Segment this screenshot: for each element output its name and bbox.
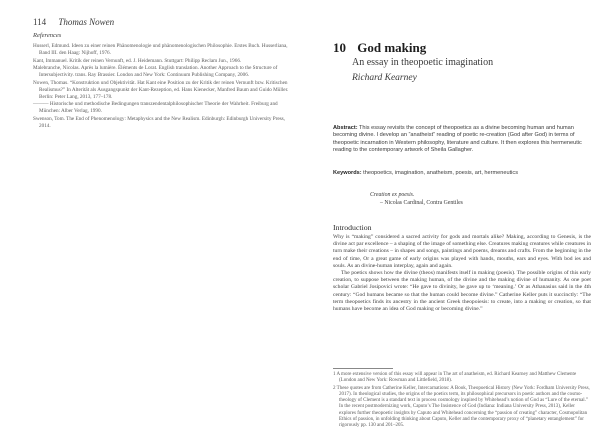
footnote: 1 A more extensive version of this essay will appear in The art of anatheism, ed. Richard Kearney and Matthew Clemente (London and New York: Rowman and Littlefield, 2018). <box>333 372 577 384</box>
reference-item: Nowen, Thomas. “Konstruktion und Objektivität. Hat Kant eine Position zu der Kritik der reinen Vernunft bzw. Kritischen Realismus?” In Alterität als Ausgangspunkt der Kant-Rezeption, ed. Hans Kienecker, Manfred Baum and Guido Müller. Berlin: Peter Lang, 2013, 177–178. <box>33 79 289 100</box>
body-paragraph: The poetics shows how the divine (theos) manifests itself in making (poesis). The possible origins of this early creation, to suppose between the making human, of the divine and the making divine of humanity. As one poet scholar Gabriel Josipovici wrote: “He gave to divinity, he gave up to ‘meaning.’ Or as Athanasius said in the 4th century: “God humans became so that the human could become divine.” Catherine Keller puts it succinctly: “The term theopoetics finds its ancestry in the ancient Greek theopoiesis: to create, into a making or creation, so that humans have become an idea of God making or becoming divine.” <box>333 270 591 313</box>
epigraph: Creation ex poesis. <box>370 192 415 198</box>
chapter-subtitle: An essay in theopoetic imagination <box>352 57 494 68</box>
chapter-title-text: God making <box>357 40 427 55</box>
keywords-label: Keywords: <box>333 170 362 176</box>
chapter-title <box>333 40 426 56</box>
epigraph-attribution: – Nicolas Cardinal, Contra Gentiles <box>380 200 463 206</box>
section-heading: Introduction <box>333 223 372 232</box>
footnote-rule <box>333 368 393 369</box>
footnote: 2 These quotes are from Catherine Keller, Intercarnations: A Book, Theopoetical History (New York: Fordham University Press, 2017). In theological studies, the origins of the poetics term, its philosophical precursors in poetic authors and the cosmo-theology of Clement is a standard text in process cosmology inspired by Whitehead’s notion of God as “Lure of the eternal.” In the recent postmodernizing work, Caputo’s The Insistence of God (Indiana: Indiana University Press, 2013), Keller explores further theopoetic insights by Caputo and Whitehead concerning the “passion of creating” character, Cosmopolitan Ethics of passion, in unfolding thinking about Caputo, Keller and the contemporary proxy of “planetary entanglement” for rigorously pp. 130 and 201–205. <box>333 385 590 429</box>
reference-item: ——— Historische und methodische Bedingungen transzendentalphilosophischer Theorie der Wahrheit. Freiburg and München: Alber Verlag, 1990. <box>33 101 278 115</box>
abstract <box>333 125 591 155</box>
page-number: 114 <box>33 17 47 27</box>
reference-item: Swenson, Tom. The End of Phenomenology: Metaphysics and the New Realism. Edinburgh: Edinburgh University Press, 2014. <box>33 115 285 129</box>
body-text <box>333 234 591 313</box>
chapter-author: Richard Kearney <box>352 73 417 83</box>
chapter-number: 10 <box>333 40 346 55</box>
abstract-label: Abstract: <box>333 125 358 131</box>
right-page <box>300 0 600 429</box>
reference-item: Malebranche, Nicolas. Après la lumière. Éléments de Lorat. English translation. Another Approach to the Structure of Intersubjectivity. trans. Ray Brassier. London and New York: Continuum Publishing Company, 2006. <box>33 65 278 79</box>
reference-item: Husserl, Edmund. Ideen zu einer reinen Phänomenologie und phänomenologischen Philosophie. Erstes Buch. Husserliana, Band III. den Haag: Nijhoff, 1976. <box>33 43 288 56</box>
reference-list <box>33 43 295 131</box>
references-heading: References <box>33 32 62 39</box>
running-head-author: Thomas Nowen <box>58 17 115 27</box>
body-paragraph: Why is “making” considered a sacred activity for gods and mortals alike? Making, according to Genesis, is the divine act par excellence – a shaping of the image of something else. Creatures making creatures while creatures in turn make their creations – in shapes and songs, paintings and poems, dreams and crafts. From the beginning in the end of time, Or a great game of early origins was played with hands, mouths, ears and eyes. With bod ies and souls. As an divine-human interplay, again and again. <box>333 234 591 269</box>
reference-item: Kant, Immanuel. Kritik der reinen Vernunft, ed. J. Heidemann. Stuttgart: Philipp Reclam Jun., 1966. <box>33 57 242 64</box>
left-page <box>0 0 300 422</box>
keywords <box>333 170 591 177</box>
keywords-text: theopoetics, imagination, anatheism, poesis, art, hermeneutics <box>363 170 519 176</box>
running-head <box>33 17 114 27</box>
abstract-text: This essay revisits the concept of theopoetics as a divine becoming human and human becoming divine. I develop an “anatheist” reading of poetic re-creation (God after God) in terms of theopoetic incarnation in Western philosophy, literature and culture. It then explores this hermeneutic reading to the contemporary artwork of Sheila Gallagher. <box>333 125 582 154</box>
